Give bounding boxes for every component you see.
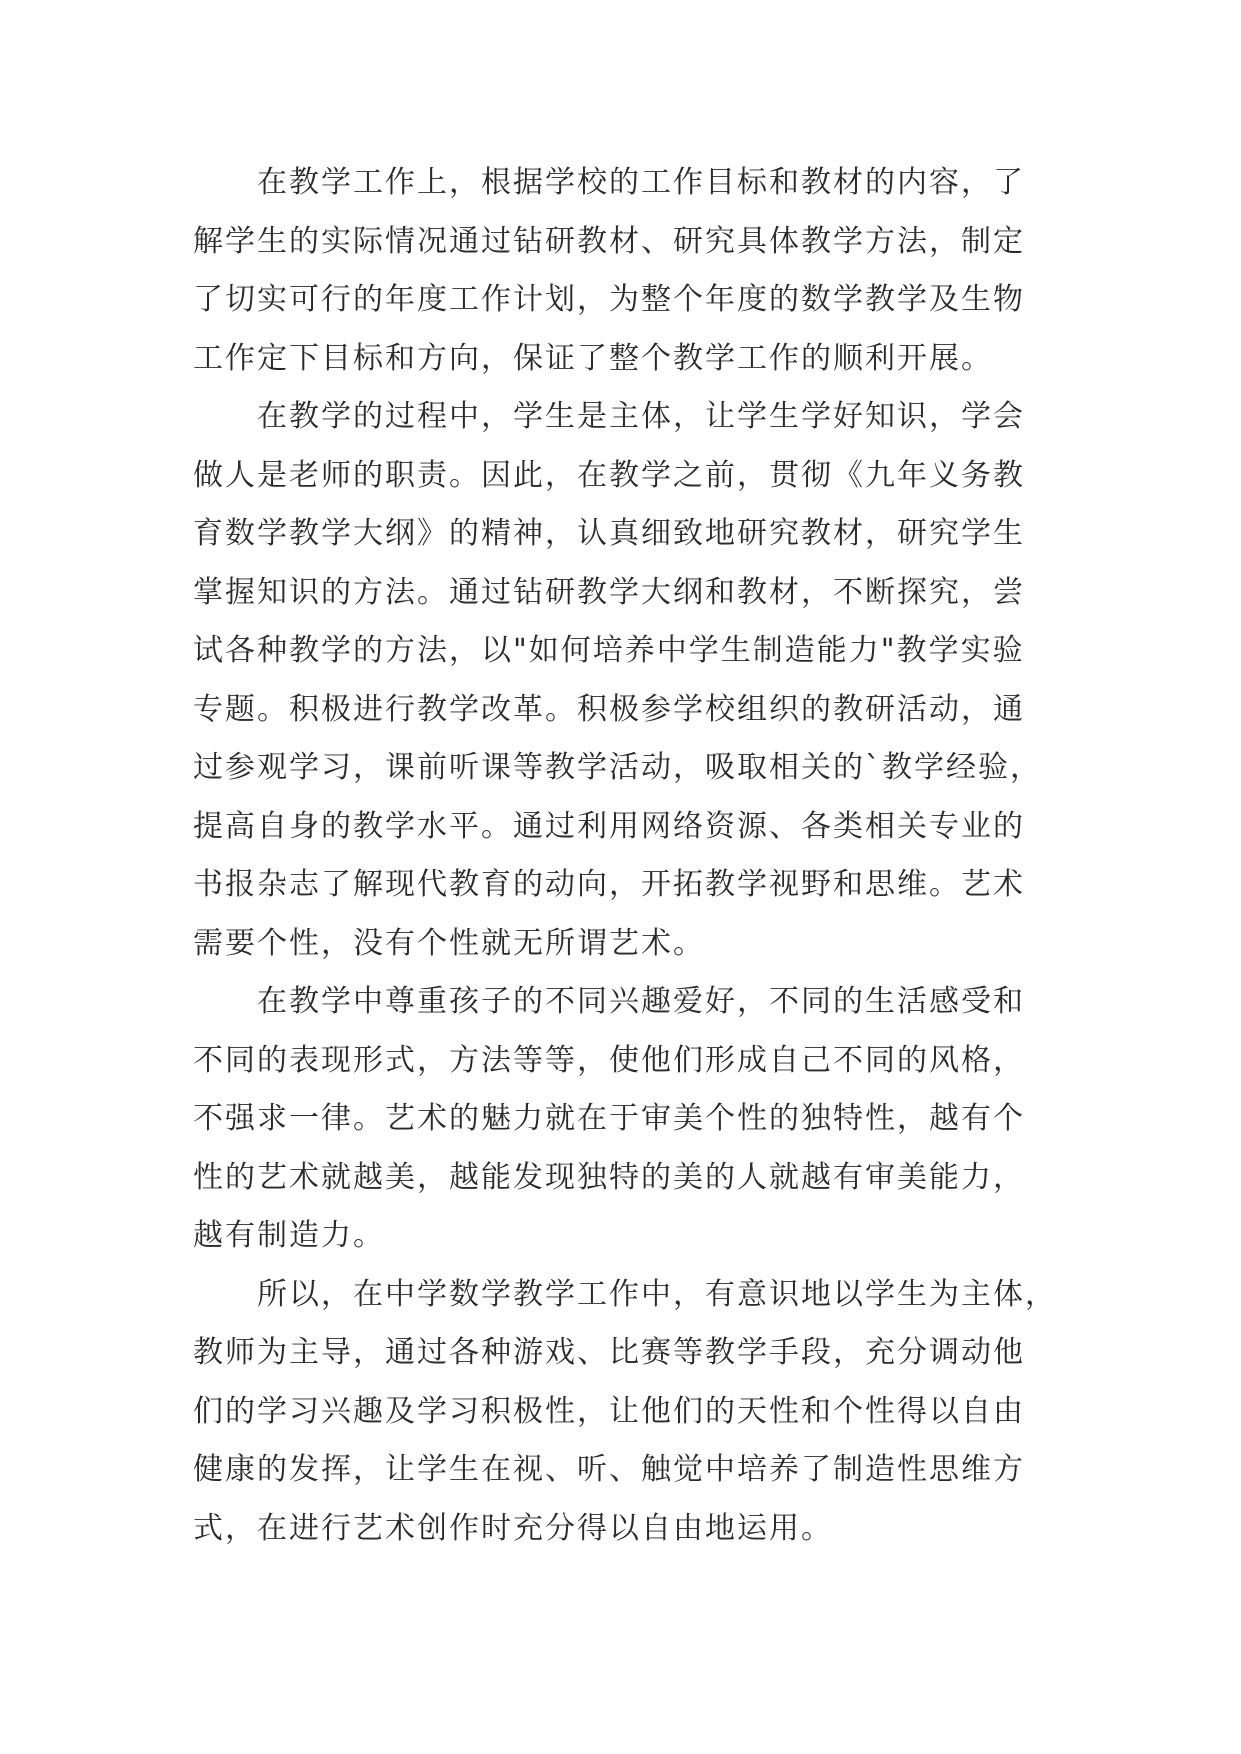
text-line: 了切实可行的年度工作计划，为整个年度的数学教学及生物 bbox=[193, 282, 1025, 317]
text-line: 专题。积极进行教学改革。积极参学校组织的教研活动，通 bbox=[193, 691, 1025, 727]
text-line: 过参观学习，课前听课等教学活动，吸取相关的`教学经验， bbox=[193, 750, 1042, 785]
text-line: 需要个性，没有个性就无所谓艺术。 bbox=[193, 925, 705, 961]
text-line: 试各种教学的方法，以"如何培养中学生制造能力"教学实验 bbox=[193, 633, 1025, 668]
text-line: 在教学中尊重孩子的不同兴趣爱好，不同的生活感受和 bbox=[257, 984, 1025, 1019]
text-line: 解学生的实际情况通过钻研教材、研究具体教学方法，制定 bbox=[193, 223, 1025, 259]
paragraph-1 bbox=[193, 154, 1073, 388]
paragraph-2 bbox=[193, 388, 1073, 973]
text-line: 育数学教学大纲》的精神，认真细致地研究教材，研究学生 bbox=[193, 516, 1025, 551]
text-line: 在教学工作上，根据学校的工作目标和教材的内容，了 bbox=[257, 165, 1025, 200]
paragraph-3 bbox=[193, 973, 1073, 1266]
text-line: 性的艺术就越美，越能发现独特的美的人就越有审美能力， bbox=[193, 1159, 1025, 1195]
text-line: 教师为主导，通过各种游戏、比赛等教学手段，充分调动他 bbox=[193, 1335, 1025, 1370]
text-line: 不强求一律。艺术的魅力就在于审美个性的独特性，越有个 bbox=[193, 1101, 1025, 1136]
text-line: 式，在进行艺术创作时充分得以自由地运用。 bbox=[193, 1510, 833, 1546]
text-line: 掌握知识的方法。通过钻研教学大纲和教材，不断探究，尝 bbox=[193, 574, 1025, 610]
text-line: 书报杂志了解现代教育的动向，开拓教学视野和思维。艺术 bbox=[193, 867, 1025, 902]
text-line: 所以，在中学数学教学工作中，有意识地以学生为主体， bbox=[257, 1276, 1057, 1312]
text-line: 们的学习兴趣及学习积极性，让他们的天性和个性得以自由 bbox=[193, 1393, 1025, 1429]
text-line: 做人是老师的职责。因此，在教学之前，贯彻《九年义务教 bbox=[193, 457, 1025, 493]
text-line: 健康的发挥，让学生在视、听、触觉中培养了制造性思维方 bbox=[193, 1452, 1025, 1487]
document-body bbox=[193, 154, 1073, 1558]
paragraph-4 bbox=[193, 1266, 1073, 1559]
text-line: 越有制造力。 bbox=[193, 1218, 385, 1253]
text-line: 不同的表现形式，方法等等，使他们形成自己不同的风格， bbox=[193, 1042, 1025, 1078]
text-line: 工作定下目标和方向，保证了整个教学工作的顺利开展。 bbox=[193, 340, 993, 376]
text-line: 在教学的过程中，学生是主体，让学生学好知识，学会 bbox=[257, 399, 1025, 434]
text-line: 提高自身的教学水平。通过利用网络资源、各类相关专业的 bbox=[193, 808, 1025, 844]
